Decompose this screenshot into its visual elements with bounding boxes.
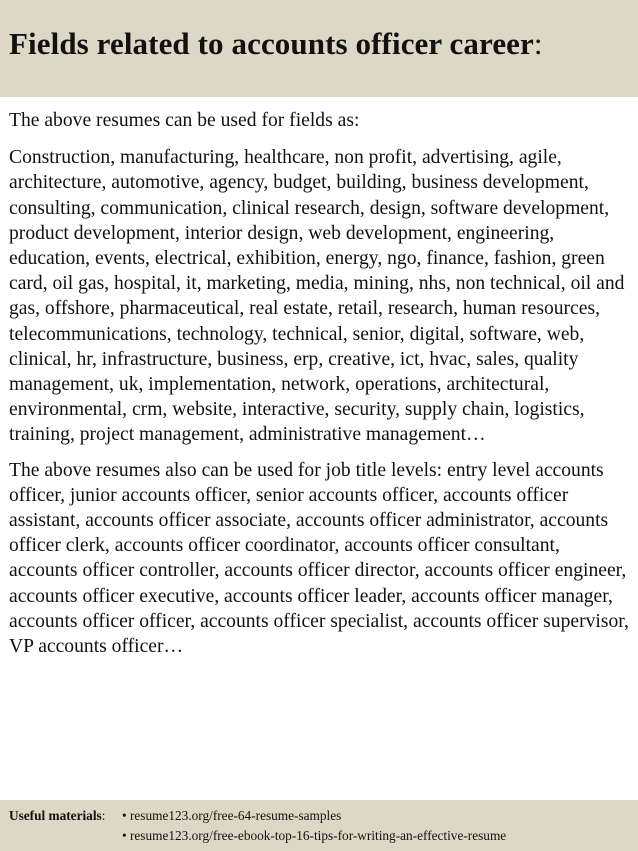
- fields-intro: The above resumes can be used for fields as:: [9, 110, 360, 131]
- job-levels-paragraph: The above resumes also can be used for job title levels: entry level accounts officer, junior accounts officer, senior accounts officer, accounts officer assistant, accounts officer associate, accounts officer administrator, accounts officer clerk, accounts officer coordinator, accounts officer consultant, accounts officer controller, accounts officer director, accounts officer engineer, accounts officer executive, accounts officer leader, accounts officer manager, accounts officer officer, accounts officer specialist, accounts officer supervisor, VP accounts officer…: [9, 459, 629, 658]
- useful-materials-label-text: Useful materials: [9, 808, 102, 823]
- title-band: [0, 0, 638, 97]
- page-title: [9, 24, 543, 64]
- useful-materials-label-colon: :: [101, 808, 106, 823]
- useful-materials-footer: [0, 800, 638, 851]
- useful-materials-label: [9, 806, 105, 825]
- slide-body: [9, 108, 631, 659]
- resource-link-ebook-tips[interactable]: • resume123.org/free-ebook-top-16-tips-for-writing-an-effective-resume: [122, 828, 507, 843]
- page-title-colon: :: [533, 26, 543, 61]
- resource-link-resume-samples[interactable]: • resume123.org/free-64-resume-samples: [122, 808, 342, 823]
- page-title-text: Fields related to accounts officer career: [9, 26, 534, 61]
- fields-list: Construction, manufacturing, healthcare, non profit, advertising, agile, architecture, automotive, agency, budget, building, business development, consulting, communication, clinical research, design, software development, product development, interior design, web development, engineering, education, events, electrical, exhibition, energy, ngo, finance, fashion, green card, oil gas, hospital, it, marketing, media, mining, nhs, non technical, oil and gas, offshore, pharmaceutical, real estate, retail, research, human resources, telecommunications, technology, technical, senior, digital, software, web, clinical, hr, infrastructure, business, erp, creative, ict, hvac, sales, quality management, uk, implementation, network, operations, architectural, environmental, crm, website, interactive, security, supply chain, logistics, training, project management, administrative management…: [9, 147, 625, 446]
- useful-materials-links: [122, 806, 506, 846]
